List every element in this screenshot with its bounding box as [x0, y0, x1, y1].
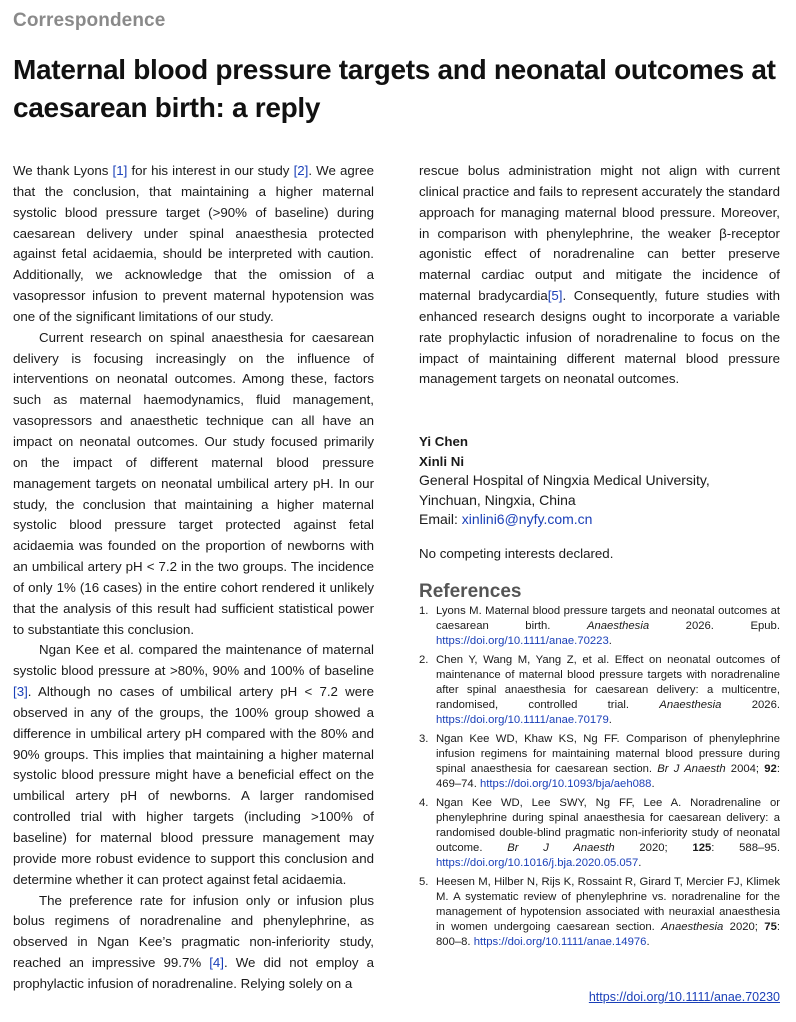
footer-doi-link[interactable]: https://doi.org/10.1111/anae.70230 [588, 990, 780, 1004]
article-title: Maternal blood pressure targets and neonatal outcomes at caesarean birth: a reply [13, 54, 776, 123]
reference-item [419, 653, 780, 728]
author-name: Yi Chen [419, 434, 469, 449]
paragraph-text: . We did not employ a prophylactic infusion of noradrenaline. Relying solely on a [13, 955, 374, 991]
paragraph-4 [13, 891, 374, 995]
author-affiliation: General Hospital of Ningxia Medical University, [419, 472, 710, 488]
reference-doi-link[interactable]: https://doi.org/10.1111/anae.70179 [436, 714, 609, 727]
reference-text: 2020; [614, 841, 693, 854]
citation-link-3[interactable]: [3] [13, 684, 28, 700]
author-affiliation: Yinchuan, Ningxia, China [419, 491, 576, 508]
reference-doi-link[interactable]: https://doi.org/10.1111/anae.14976 [473, 935, 647, 948]
paragraph-2: Current research on spinal anaesthesia for caesarean delivery is focusing increasingly on the influence of interventions on neonatal outcomes. Among these, factors such as maternal haemodynamics, fluid management, vasopressors and anaesthetic technique can all have an impact on neonatal outcomes. Our study focused primarily on the impact of different maternal blood pressure management targets on neonatal umbilical artery pH. In our study, the conclusion that maintaining a higher maternal systolic blood pressure target protected against fetal acidaemia was founded on the proportion of newborns with an umbilical artery pH < 7.2 in the two groups. The incidence of only 1% (16 cases) in the entire cohort rendered it unlikely that the analysis of this result had sufficient statistical power to substantiate this conclusion. [13, 329, 374, 637]
reference-text: 2004; [725, 762, 765, 775]
reference-volume: 75 [764, 920, 777, 933]
reference-text: Ngan Kee WD, Lee SWY, Ng FF, Lee A. Noradrenaline or phenylephrine during spinal anaesthesia for caesarean delivery: a randomised double-blind pragmatic non-inferiority study of neonatal outcome. [436, 796, 780, 854]
paragraph-text: rescue bolus administration might not align with current clinical practice and fails to represent accurately the standard approach for managing maternal blood pressure. Moreover, in comparison with phenylephrine, the weaker β-receptor agonistic effect of noradrenaline can better preserve maternal cardiac output and mitigate the incidence of maternal bradycardia [419, 163, 780, 304]
citation-link-4[interactable]: [4] [209, 955, 224, 971]
reference-journal: Anaesthesia [659, 699, 722, 712]
reference-text: Heesen M, Hilber N, Rijs K, Rossaint R, Girard T, Mercier FJ, Klimek M. A systematic review of phenylephrine vs. noradrenaline for the management of hypotension associated with neuraxial anaesthesia in women undergoing caesarean section. [436, 875, 780, 933]
reference-volume: 92 [764, 762, 777, 775]
paragraph-1 [13, 161, 374, 328]
reference-item [419, 796, 780, 871]
reference-text: 2026. Epub. [649, 620, 780, 633]
reference-journal: Br J Anaesth [507, 841, 615, 854]
reference-text: Chen Y, Wang M, Yang Z, et al. Effect on neonatal outcomes of maintenance of maternal blood pressure targets with noradrenaline after spinal anaesthesia for caesarean delivery: a multicentre, randomised, controlled trial. [436, 653, 780, 712]
reference-number: 5. [419, 875, 429, 888]
reference-number: 3. [419, 732, 429, 745]
paragraph-text: . Consequently, future studies with enhanced research designs ought to incorporate a variable rate prophylactic infusion of noradrenaline to focus on the impact of maintaining different maternal blood pressure management targets on neonatal outcomes. [419, 288, 780, 387]
reference-journal: Anaesthesia [586, 620, 650, 633]
reference-text: : 469–74. [436, 762, 780, 791]
reference-text: 2020; [723, 920, 765, 933]
reference-volume: 125 [692, 841, 712, 854]
competing-interests: No competing interests declared. [419, 546, 614, 561]
reference-text: . [651, 778, 655, 791]
citation-link-5[interactable]: [5] [547, 288, 563, 304]
paragraph-text: Ngan Kee et al. compared the maintenance of maternal systolic blood pressure at >80%, 90% and 100% of baseline [13, 642, 374, 679]
reference-list [419, 604, 780, 954]
reference-text: . [646, 935, 650, 948]
reference-number: 2. [419, 653, 429, 666]
reference-doi-link[interactable]: https://doi.org/10.1093/bja/aeh088 [479, 778, 652, 791]
reference-item [419, 604, 780, 649]
reference-text: : 588–95. [711, 841, 780, 854]
section-label: Correspondence [13, 10, 166, 31]
reference-journal: Anaesthesia [661, 920, 724, 933]
reference-text: 2026. [721, 699, 780, 712]
body-left-column [13, 161, 374, 995]
references-heading: References [419, 581, 522, 602]
reference-item [419, 732, 780, 792]
paragraph-3 [13, 640, 374, 890]
paragraph-text: . Although no cases of umbilical artery pH < 7.2 were observed in any of the groups, the 100% group showed a difference in umbilical artery pH compared with the 80% and 90% groups. This implies that maintaining a higher maternal systolic blood pressure might have a beneficial effect on the umbilical artery pH of newborns. A larger randomised controlled trial with higher targets (including >100% of baseline) for maternal blood pressure management may provide more robust evidence to support this conclusion and determine whether it can protect against fetal acidaemia. [13, 684, 374, 887]
reference-number: 1. [419, 605, 429, 617]
email-link[interactable]: xinlini6@nyfy.com.cn [461, 511, 593, 527]
reference-doi-link[interactable]: https://doi.org/10.1016/j.bja.2020.05.057 [436, 857, 639, 869]
reference-journal: Br J Anaesth [657, 762, 726, 775]
citation-link-1[interactable]: [1] [112, 163, 128, 178]
reference-text: Lyons M. Maternal blood pressure targets and neonatal outcomes at caesarean birth. [436, 605, 780, 633]
author-name: Xinli Ni [419, 453, 465, 469]
paragraph-text: The preference rate for infusion only or infusion plus bolus regimens of noradrenaline and phenylephrine, as observed in Ngan Kee’s pragmatic non-inferiority study, reached an impressive 99.7% [13, 892, 374, 971]
reference-text: . [608, 714, 612, 727]
author-block [419, 432, 780, 530]
email-label: Email: [419, 511, 462, 527]
reference-text: Ngan Kee WD, Khaw KS, Ng FF. Comparison of phenylephrine infusion regimens for maintaining maternal blood pressure during spinal anaesthesia for caesarean section. [436, 732, 780, 775]
paragraph-text: We thank Lyons [13, 163, 113, 178]
reference-doi-link[interactable]: https://doi.org/10.1111/anae.70223 [436, 635, 609, 648]
reference-text: . [608, 635, 612, 648]
reference-text: : 800–8. [436, 920, 780, 948]
paragraph-4-continued [419, 161, 780, 390]
reference-text: . [638, 857, 642, 869]
reference-number: 4. [419, 796, 429, 809]
paragraph-text: for his interest in our study [127, 163, 294, 178]
body-right-column [419, 161, 780, 390]
reference-item [419, 875, 780, 950]
author-email-line [419, 510, 780, 530]
paragraph-text: . We agree that the conclusion, that maintaining a higher maternal systolic blood pressure target (>90% of baseline) during caesarean delivery under spinal anaesthesia protected against fetal acidaemia, should be interpreted with caution. Additionally, we acknowledge that the omission of a vasopressor infusion to prevent maternal hypotension was one of the significant limitations of our study. [13, 163, 374, 324]
citation-link-2[interactable]: [2] [293, 163, 309, 178]
